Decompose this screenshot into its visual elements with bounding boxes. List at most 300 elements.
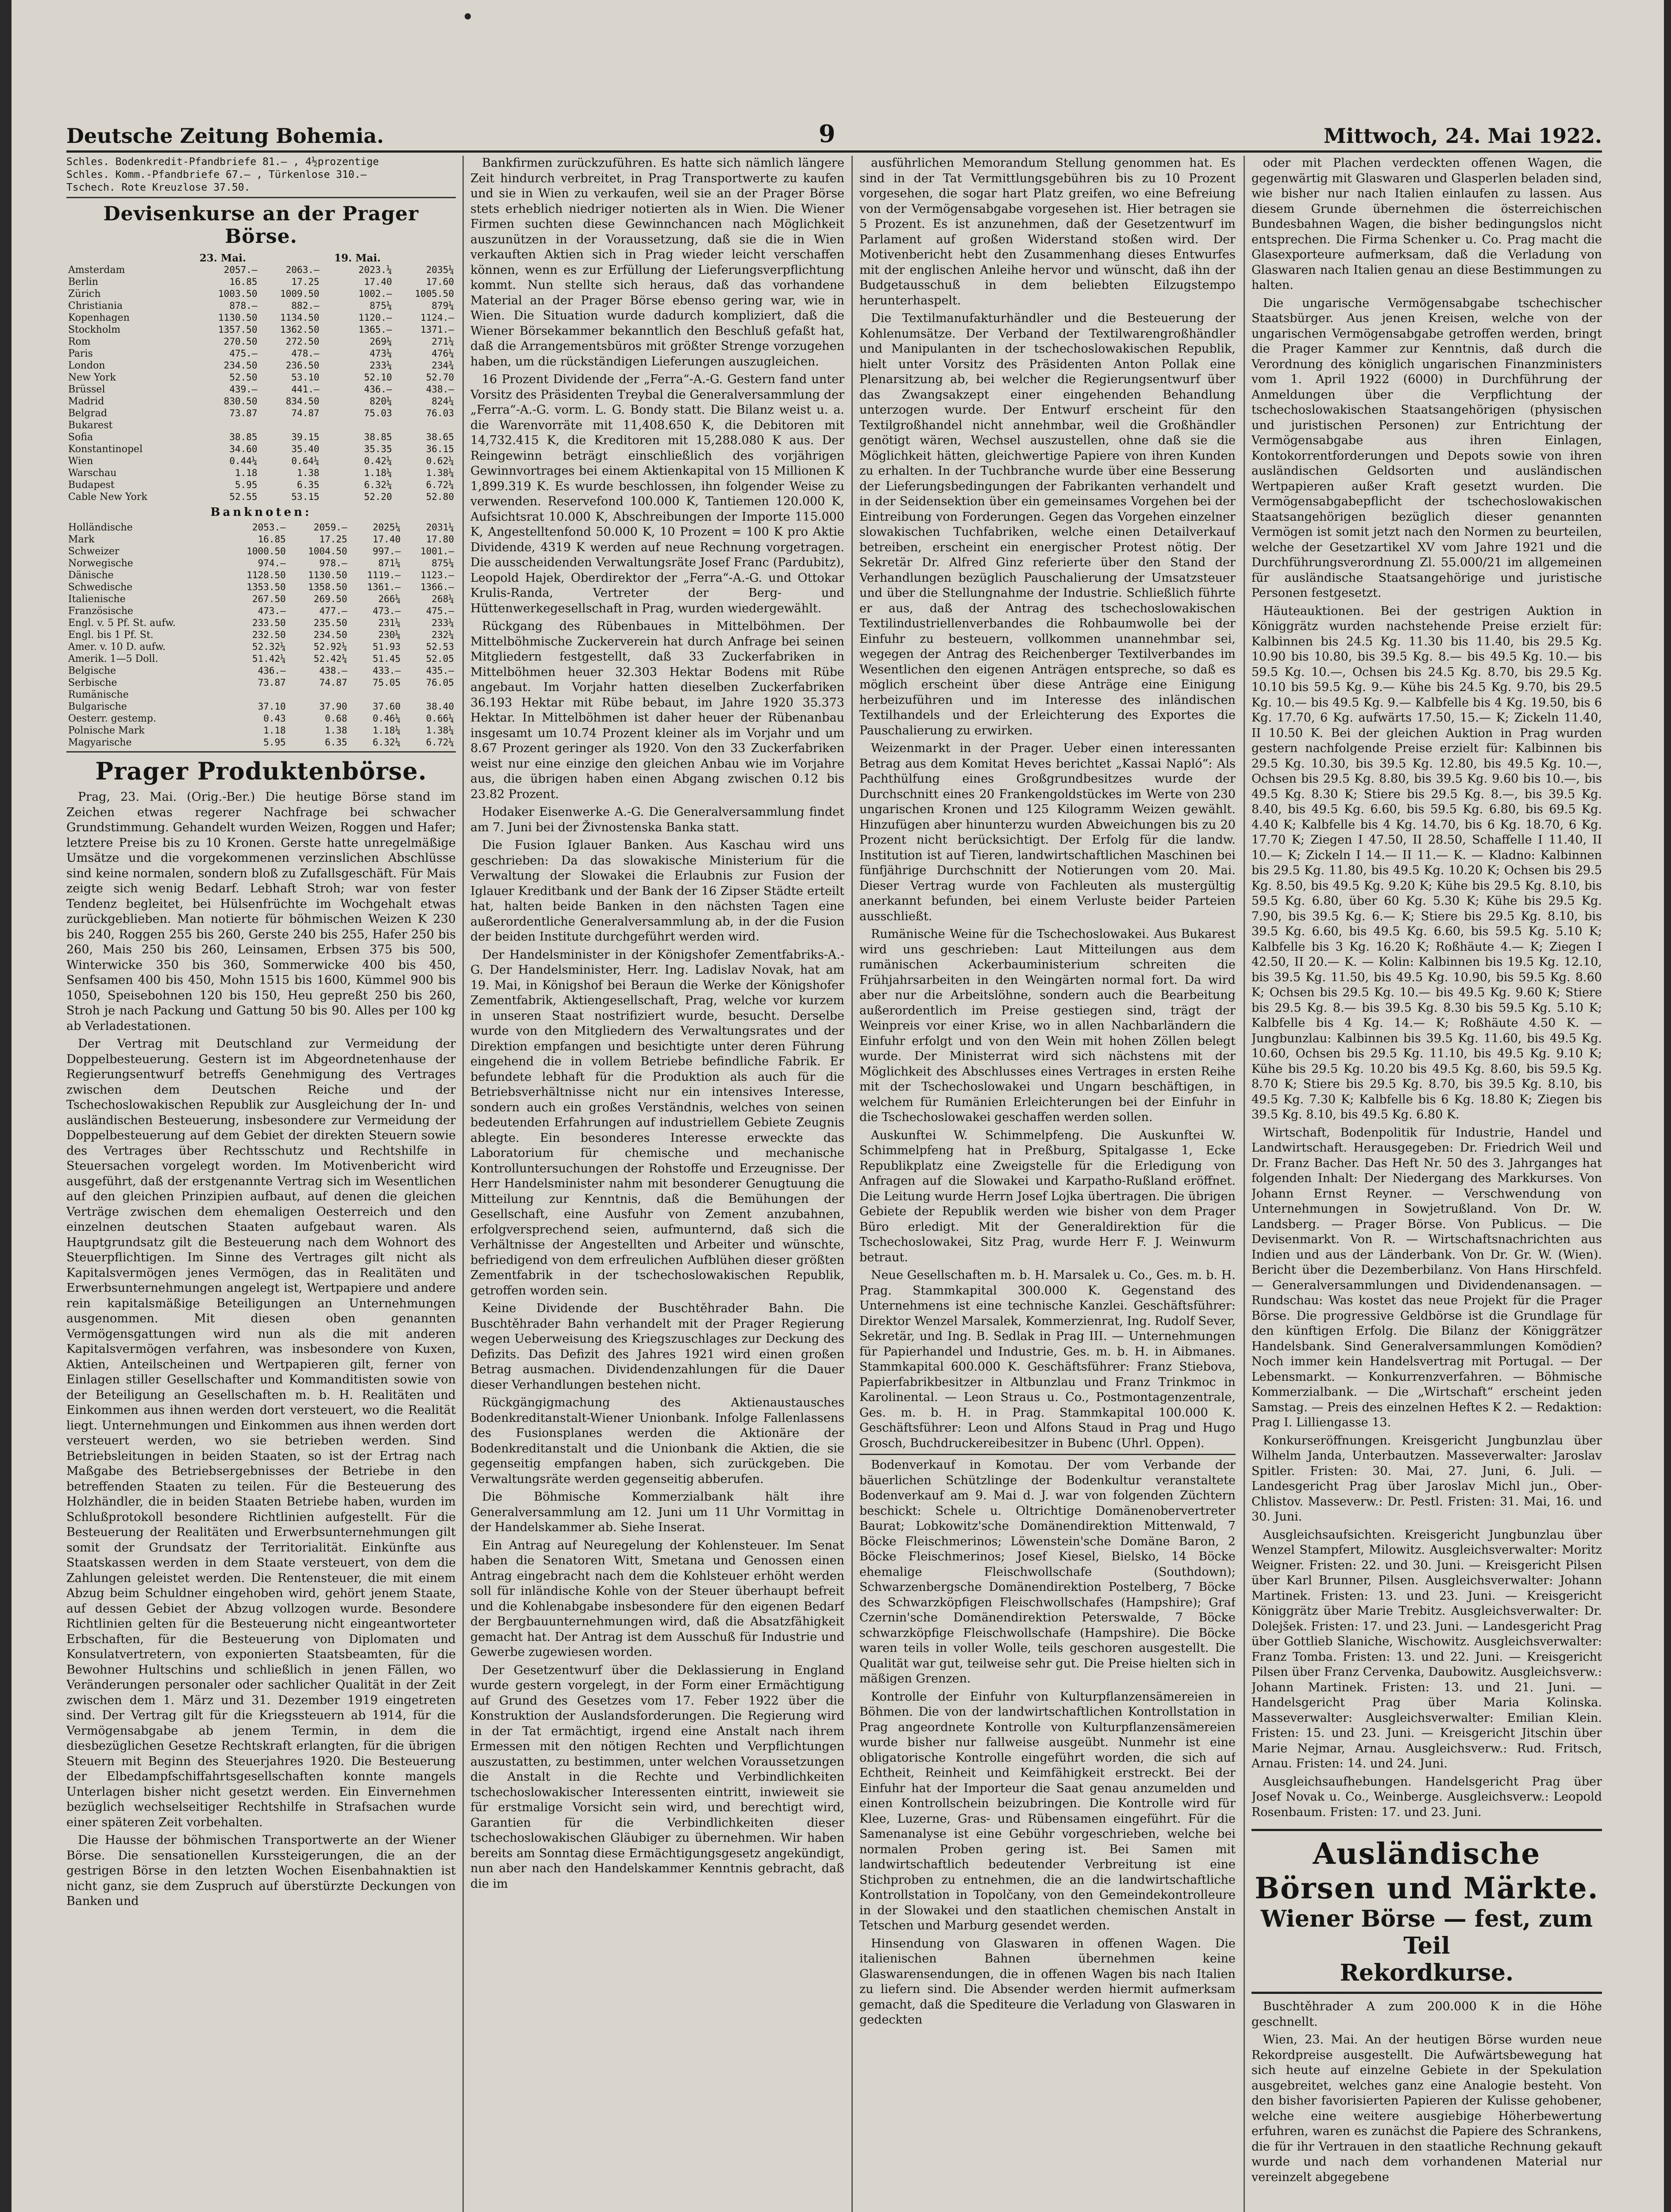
rate-value: 17.80 — [426, 534, 454, 545]
article-paragraph: Rumänische Weine für die Tschechoslowakei. Aus Bukarest wird uns geschrieben: Laut Mitteilungen aus dem rumänischen Ackerbauministerium schreiten die Frühjahrsarbeiten in den Weingärten normal fort. Da wird aber nur die Arbeitslöhne, sondern auch die Bearbeitung außerordentlich im Preise gestiegen sind, trägt der Weinpreis vor einer Krise, wo in allen Nachbarländern die Einfuhr erfolgt und von den Wein mit hohen Zöllen belegt wurde. Der Ministerrat wird sich nächstens mit der Möglichkeit des Abschlusses eines Vertrages in ersten Reihe mit der Tschechoslowakei und Ungarn beschäftigen, in welchem für Rumänien Erleichterungen bei der Einfuhr in die Tschechoslowakei geschaffen werden sollen. — [859, 927, 1236, 1124]
rate-value: 52.55 — [229, 492, 258, 502]
rate-value: 52.20 — [364, 492, 392, 502]
currency-name: Brüssel — [68, 384, 105, 395]
rate-value: 233.50 — [252, 618, 286, 628]
rate-value: 1130.50 — [218, 312, 258, 323]
rate-value: 51.45 — [373, 653, 401, 664]
rate-value: 1365.— — [358, 324, 392, 335]
rate-value: 1.38¼ — [426, 725, 454, 736]
rate-value: 878.— — [229, 300, 258, 311]
rate-value: 1001.— — [420, 546, 454, 557]
article-paragraph: Buschtěhrader A zum 200.000 K in die Höhe geschnellt. — [1251, 2000, 1602, 2029]
column-rule — [1244, 156, 1245, 2212]
rate-value: 1130.50 — [308, 570, 347, 580]
rate-value: 37.90 — [319, 701, 347, 712]
rate-row — [66, 264, 456, 276]
rate-value: 235.50 — [313, 618, 347, 628]
rate-row — [66, 324, 456, 336]
rate-value: 75.05 — [373, 677, 401, 688]
rate-row — [66, 396, 456, 407]
currency-name: Französische — [68, 606, 134, 617]
rate-value: 1.18 — [235, 468, 258, 478]
article-paragraph: Hinsendung von Glaswaren in offenen Wagen. Die italienischen Bahnen übernehmen keine Glaswarensendungen, die in offenen Wagen bis nach Italien zu liefern sind. Die Absender werden hiermit aufmerksam gemacht, daß die Spediteure die Verladung von Glaswaren in gedeckten — [859, 1936, 1236, 2027]
divider — [66, 751, 456, 753]
rate-value: 39.15 — [291, 432, 320, 442]
rate-row — [66, 336, 456, 348]
banknoten-table — [66, 522, 456, 749]
rate-value: 439.— — [229, 384, 258, 395]
rate-value: 1371.— — [420, 324, 454, 335]
rate-row — [66, 677, 456, 689]
currency-name: Holländische — [68, 522, 133, 533]
currency-name: Belgische — [68, 665, 116, 676]
rate-value: 438.— — [426, 384, 454, 395]
rate-value: 871¼ — [378, 558, 401, 568]
rate-value: 53.15 — [291, 492, 320, 502]
col4-articles-after — [1251, 1999, 1602, 2185]
rate-value: 1009.50 — [280, 288, 320, 299]
rate-value: 1.38 — [325, 725, 347, 736]
rate-row — [66, 653, 456, 665]
rate-value: 1.18 — [263, 725, 286, 736]
rate-value: 0.64¼ — [291, 456, 320, 466]
rate-value: 2035¼ — [426, 265, 454, 275]
rate-value: 52.70 — [426, 372, 454, 383]
rate-value: 269¼ — [370, 336, 392, 347]
article-paragraph: Häuteauktionen. Bei der gestrigen Auktion in Königgrätz wurden nachstehende Preise erzielt für: Kalbinnen bis 24.5 Kg. 11.30 bis 11.40, bis 29.5 Kg. 10.90 bis 10.80, bis 39.5 Kg. 8.— bis 49.5 Kg. 10.— bis 59.5 Kg. 10.—, Ochsen bis 24.5 Kg. 8.70, bis 29.5 Kg. 10.10 bis 59.5 Kg. 9.— Kühe bis 24.5 Kg. 9.70, bis 29.5 Kg. 10.— bis 49.5 Kg. 9.— Kalbfelle bis 4 Kg. 19.50, bis 6 Kg. 17.70, 6 Kg. aufwärts 17.50, 15.— K; Zickeln 11.40, II 10.50 K. Bei der gleichen Auktion in Prag wurden gestern nachfolgende Preise erzielt für: Kalbinnen bis 29.5 Kg. 10.30, bis 39.5 Kg. 12.80, bis 49.5 Kg. 10.—, Ochsen bis 29.5 Kg. 8.80, bis 39.5 Kg. 9.60 bis 10.—, bis 49.5 Kg. 8.30 K; Stiere bis 29.5 Kg. 8.—, bis 39.5 Kg. 8.40, bis 49.5 Kg. 6.60, bis 59.5 Kg. 6.80, bis 69.5 Kg. 4.40 K; Kalbfelle bis 4 Kg. 14.70, bis 6 Kg. 18.70, 6 Kg. 17.70 K; Ziegen I 47.50, II 28.50, Schaffelle I 11.40, II 10.— K; Zickeln I 14.— II 11.— K. — Kladno: Kalbinnen bis 29.5 Kg. 11.80, bis 49.5 Kg. 10.20 K; Ochsen bis 29.5 Kg. 8.50, bis 49.5 Kg. 9.20 K; Kühe bis 29.5 Kg. 8.10, bis 59.5 Kg. 6.80, über 60 Kg. 5.30 K; Kühe bis 29.5 Kg. 7.90, bis 39.5 Kg. 6.— K; Stiere bis 29.5 Kg. 8.10, bis 39.5 Kg. 6.60, bis 49.5 Kg. 6.60, bis 59.5 Kg. 5.10 K; Kalbfelle bis 3 Kg. 16.20 K; Roßhäute 4.— K; Ziegen I 42.50, II 20.— K. — Kolin: Kalbinnen bis 19.5 Kg. 12.10, bis 39.5 Kg. 11.50, bis 49.5 Kg. 10.90, bis 59.5 Kg. 8.60 K; Ochsen bis 29.5 Kg. 10.— bis 49.5 Kg. 9.60 K; Stiere bis 29.5 Kg. 8.— bis 39.5 Kg. 8.30 bis 59.5 Kg. 5.10 K; Kalbfelle bis 4 Kg. 14.— K; Roßhäute 4.50 K. — Jungbunzlau: Kalbinnen bis 39.5 Kg. 11.60, bis 49.5 Kg. 10.60, Ochsen bis 29.5 Kg. 11.10, bis 49.5 Kg. 9.10 K; Kühe bis 29.5 Kg. 10.20 bis 49.5 Kg. 8.60, bis 59.5 Kg. 8.70 K; Stiere bis 29.5 Kg. 8.70, bis 39.5 Kg. 8.10, bis 49.5 Kg. 7.30 K; Kalbfelle bis 6 Kg. 18.80 K; Ziegen bis 39.5 Kg. 8.10, bis 49.5 Kg. 6.80 K. — [1251, 604, 1602, 1121]
column-rule — [462, 156, 464, 2212]
rate-value: 52.50 — [229, 372, 258, 383]
rate-value: 35.40 — [291, 444, 320, 454]
rate-value: 5.95 — [263, 737, 286, 748]
currency-name: Polnische Mark — [68, 725, 145, 736]
rate-value: 73.87 — [258, 677, 286, 688]
rate-value: 475.— — [229, 348, 258, 359]
rate-value: 436.— — [258, 665, 286, 676]
rate-row — [66, 276, 456, 288]
rate-row — [66, 641, 456, 653]
rate-value: 882.— — [291, 300, 320, 311]
rate-value: 978.— — [319, 558, 347, 568]
rate-value: 1357.50 — [218, 324, 258, 335]
rate-value: 73.87 — [229, 408, 258, 419]
rate-value: 6.72¼ — [426, 480, 454, 490]
currency-name: Oesterr. gestemp. — [68, 713, 156, 724]
rate-row — [66, 569, 456, 581]
rate-row — [66, 348, 456, 360]
text-line: Schles. Bodenkredit-Pfandbriefe 81.— , 4½prozentige — [66, 156, 379, 168]
rate-value: 37.60 — [373, 701, 401, 712]
rate-value: 76.05 — [426, 677, 454, 688]
currency-name: Schwedische — [68, 582, 133, 593]
banner-subtitle: Wiener Börse — fest, zum Teil — [1260, 1905, 1593, 1959]
devisen-heading: Devisenkurse an der Prager Börse. — [103, 203, 419, 248]
currency-name: Bulgarische — [68, 701, 127, 712]
rate-row — [66, 300, 456, 312]
currency-name: Berlin — [68, 276, 98, 288]
rate-value: 270.50 — [223, 336, 258, 347]
currency-name: New York — [68, 372, 116, 383]
rate-value: 52.80 — [426, 492, 454, 502]
rate-value — [186, 419, 259, 431]
rate-row — [66, 737, 456, 749]
currency-name: Mark — [68, 534, 95, 545]
column-3 — [859, 156, 1236, 2212]
rate-value: 2025¼ — [373, 522, 401, 533]
devisen-table — [66, 252, 456, 503]
rate-row — [66, 629, 456, 641]
rate-value: 2053.— — [252, 522, 286, 533]
rate-value: 974.— — [258, 558, 286, 568]
rate-value: 0.42¼ — [364, 456, 392, 466]
rate-value: 266¼ — [378, 594, 401, 604]
rate-value: 436.— — [364, 384, 392, 395]
rate-value: 438.— — [319, 665, 347, 676]
rate-value: 2057.— — [223, 265, 258, 275]
article-paragraph: Rückgängigmachung des Aktienaustausches Bodenkreditanstalt-Wiener Unionbank. Infolge Fallenlassens des Fusionsplanes werden die Aktionäre der Bodenkreditanstalt und die Unionbank die Aktien, die sie gegenseitig empfangen haben, sich zurückgeben. Die Verwaltungsräte werden gegenseitig abberufen. — [470, 1396, 844, 1486]
article-paragraph: Die Fusion Iglauer Banken. Aus Kaschau wird uns geschrieben: Da das slowakische Ministerium für die Verwaltung der Slowakei die Erlaubnis zur Fusion der Iglauer Kreditbank und der Bank der 16 Zipser Städte erteilt hat, halten beide Banken in den nächsten Tagen eine außerordentliche Generalversammlung ab, in der die Fusion der beiden Institute durchgeführt werden wird. — [470, 838, 844, 944]
rate-value: 52.53 — [426, 641, 454, 652]
rate-value: 272.50 — [285, 336, 320, 347]
rate-row — [66, 288, 456, 300]
rate-row — [66, 522, 456, 534]
rate-value: 1128.50 — [246, 570, 286, 580]
column-4 — [1251, 156, 1602, 2212]
article-paragraph: Wirtschaft, Bodenpolitik für Industrie, Handel und Landwirtschaft. Herausgegeben: Dr. Friedrich Weil und Dr. Franz Bacher. Das Heft Nr. 50 des 3. Jahrganges hat folgenden Inhalt: Der Niedergang des Markkurses. Von Johann Ernst Reyner. — Verschwendung von Unternehmungen in Sowjetrußland. Von Dr. W. Landsberg. — Prager Börse. Von Publicus. — Die Devisenmarkt. Von R. — Wirtschaftsnachrichten aus Indien und aus der Länderbank. Von Dr. Gr. W. (Wien). Bericht über die Dezemberbilanz. Von Hans Hirschfeld. — Generalversammlungen und Dividendenansagen. — Rundschau: Was kostet das neue Projekt für die Prager Börse. Die progressive Geldbörse ist die Grundlage für den künftigen Erfolg. Die Bilanz der Königgrätzer Handelsbank. Sind Generalversammlungen Komödien? Noch immer kein Handelsvertrag mit Portugal. — Der Lebensmarkt. — Konkurrenzverfahren. — Böhmische Kommerzialbank. — Die „Wirtschaft“ erscheint jeden Samstag. — Preis des einzelnen Heftes K 2. — Redaktion: Prag I. Lilliengasse 13. — [1251, 1125, 1602, 1429]
rate-value: 269.50 — [313, 594, 347, 604]
rate-row — [66, 701, 456, 713]
column-1 — [66, 156, 456, 2212]
currency-name: London — [68, 360, 105, 371]
rate-value: 230¼ — [378, 630, 401, 640]
currency-name: Warschau — [68, 468, 117, 479]
rate-value: 52.10 — [364, 372, 392, 383]
rate-value: 478.— — [291, 348, 320, 359]
article-paragraph: Die ungarische Vermögensabgabe tschechischer Staatsbürger. Aus jenen Kreisen, welche von der ungarischen Vermögensabgabe getroffen werden, bringt die Prager Kammer zur Kenntnis, daß durch die Verordnung des königlich ungarischen Finanzministers vom 1. April 1922 (6000) in Durchführung der Anmeldungen über die Verpflichtung der tschechoslowakischen Staatsangehörigen (physischen und juristischen Personen) zur Entrichtung der Vermögensabgabe aus ihren Einlagen, Kontokorrentforderungen und Depots sowie von ihren ausländischen Geldsorten und ausländischen Wertpapieren außer Kraft gesetzt wurden. Die Vermögensabgabepflicht der tschechoslowakischen Staatsangehörigen bezüglich dieser genannten Vermögen ist somit jetzt nach den Normen zu beurteilen, welche der Gesetzartikel XV vom Jahre 1921 und die Durchführungsverordnung Zl. 55.000/21 im allgemeinen für ausländische Staatsangehörige und juristische Personen festgesetzt. — [1251, 296, 1602, 600]
article-paragraph: Prag, 23. Mai. (Orig.-Ber.) Die heutige Börse stand im Zeichen etwas regerer Nachfrage bei schwacher Grundstimmung. Gehandelt wurden Weizen, Roggen und Hafer; letztere Preise bis zu 10 Kronen. Gerste hatte unregelmäßige Umsätze und die vorgekommenen verzinslichen Abschlüsse sind keine normalen, sondern bloß zu Zufallsgeschäft. Für Mais zeigte sich wenig Bedarf. Lebhaft Stroh; war von fester Tendenz begleitet, bei Hülsenfrüchte im Wochgehalt etwas zurückgeblieben. Man notierte für böhmischen Weizen K 230 bis 240, Roggen 255 bis 260, Gerste 240 bis 255, Hafer 250 bis 260, Mais 250 bis 260, Leinsamen, Erbsen 375 bis 500, Winterwicke 350 bis 360, Sommerwicke 400 bis 450, Senfsamen 400 bis 450, Mohn 1515 bis 1600, Kümmel 900 bis 1050, Speisebohnen 120 bis 150, Heu gepreßt 250 bis 260, Stroh je nach Packung und Gattung 50 bis 90. Alles per 100 kg ab Verladestationen. — [66, 790, 456, 1033]
article-paragraph: Der Handelsminister in der Königshofer Zementfabriks-A.-G. Der Handelsminister, Herr. Ing. Ladislav Novak, hat am 19. Mai, in Königshof bei Beraun die Werke der Königshofer Zementfabrik, Aktiengesellschaft, Prag, welche vor kurzem in unseren Staat nostrifiziert wurde, besucht. Derselbe wurde von den Mitgliedern des Verwaltungsrates und der Direktion empfangen und besichtigte unter deren Führung eingehend die in vollem Betriebe befindliche Fabrik. Er befundete lebhaft für die Produktion als auch für die Betriebsverhältnisse nicht nur ein intensives Interesse, sondern auch ein großes Verständnis, welches von seinen bedeutenden Erfahrungen auf industriellem Gebiete Zeugnis ablegte. Ein besonderes Interesse erweckte das Laboratorium für chemische und mechanische Kontrolluntersuchungen der Rohstoffe und Erzeugnisse. Der Herr Handelsminister nahm mit besonderer Genugtuung die Mitteilung zur Kenntnis, daß die Bemühungen der Gesellschaft, eine Ausfuhr von Zement anzubahnen, erfolgversprechend seien, aufmunternd, daß sich die Verhältnisse der Angestellten und Arbeiter und wünschte, befriedigend von dem erfreulichen Aufblühen dieser größten Zementfabrik in der tschechoslowakischen Republik, getroffen worden sein. — [470, 948, 844, 1298]
article-paragraph: Rückgang des Rübenbaues in Mittelböhmen. Der Mittelböhmische Zuckerverein hat durch Anfrage bei seinen Mitgliedern festgestellt, daß 33 Zuckerfabriken in Mittelböhmen heuer 32.303 Hektar Bodens mit Rübe angebaut. Im Vorjahr hatten dieselben Zuckerfabriken 36.193 Hektar mit Rübe bebaut, im Jahre 1920 35.373 Hektar. In Mittelböhmen ist daher heuer der Rübenanbau insgesamt um 10.74 Prozent kleiner als im Vorjahr und um 8.67 Prozent geringer als 1920. Von den 33 Zuckerfabriken weist nur eine einzige den gleichen Anbau wie im Vorjahre aus, die übrigen haben einen Abgang zwischen 0.12 bis 23.82 Prozent. — [470, 619, 844, 801]
currency-name: Magyarische — [68, 737, 132, 748]
text-line: Schles. Komm.-Pfandbriefe 67.— , Türkenlose 310.— — [66, 169, 367, 180]
newspaper-name: Deutsche Zeitung Bohemia. — [66, 124, 384, 148]
article-paragraph: Keine Dividende der Buschtěhrader Bahn. Die Buschtěhrader Bahn verhandelt mit der Prager Regierung wegen Ueberweisung des Kriegszuschlages zur Deckung des Defizits. Das Defizit des Jahres 1921 wird einen großen Betrag ausmachen. Dividendenzahlungen für die Dauer dieser Verhandlungen bestehen nicht. — [470, 1302, 844, 1392]
article-paragraph: Auskunftei W. Schimmelpfeng. Die Auskunftei W. Schimmelpfeng hat in Preßburg, Spitalgasse 1, Ecke Republikplatz eine Zweigstelle für die Erledigung von Anfragen auf die Slowakei und Karpatho-Rußland eröffnet. Die Leitung wurde Herrn Josef Lojka übertragen. Die übrigen Gebiete der Republik werden wie bisher von dem Prager Büro erledigt. Mit der Generaldirektion für die Tschechoslowakei, Sitz Prag, wurde Herr F. J. Weinwurm betraut. — [859, 1128, 1236, 1264]
currency-name: Dänische — [68, 570, 114, 581]
currency-name: Cable New York — [68, 492, 147, 503]
rate-value: 51.42¼ — [252, 653, 286, 664]
rate-value: 2059.— — [313, 522, 347, 533]
rate-value: 1.38 — [297, 468, 320, 478]
rate-row — [66, 665, 456, 677]
rate-row — [66, 605, 456, 617]
rate-value: 875¼ — [370, 300, 392, 311]
article-paragraph: Die Textilmanufakturhändler und die Besteuerung der Kohlenumsätze. Der Verband der Textilwarengroßhändler und Manipulanten in der tschechoslowakischen Republik, hielt unter Vorsitz des Präsidenten Anton Pollak eine Plenarsitzung ab, bei welcher die Regierungsentwurf über das Zwangsakzept einer eingehenden Behandlung unterzogen wurde. Der Entwurf erscheint für den Textilgroßhandel nicht annehmbar, weil die Großhändler genötigt wären, Wechsel auszustellen, ohne daß sie die Möglichkeit hätten, gleichwertige Papiere von ihren Kunden zu erhalten. In der Tuchbranche wurde über eine Besserung der Lieferungsbedingungen der Fabrikanten verhandelt und in der Seidensektion über ein gemeinsames Vorgehen bei der Eintreibung von Forderungen. Gegen das Vorgehen einzelner slowakischen Tuchfabriken, welche einen Detailverkauf betreiben, erscheint ein energischer Protest nötig. Der Sekretär Dr. Alfred Ginz referierte über den Stand der Verhandlungen bezüglich Pauschalierung der Umsatzsteuer und über die Stellungnahme der Industrie. Schließlich führte er aus, daß der Antrag des tschechoslowakischen Textilindustriellenverbandes die Rohbaumwolle bei der Einfuhr zu besteuern, vollkommen unannehmbar sei, wegegen der Antrag des Reichenberger Textilverbandes im Wesentlichen den eigenen Anträgen entspreche, so daß es möglich erscheint über diese Anträge eine Einigung herbeizuführen und im Interesse des inländischen Textilhandels und der Erleichterung des Exportes die Pauschalierung zu erwirken. — [859, 311, 1236, 737]
rate-value: 0.46¼ — [373, 713, 401, 724]
article-paragraph: Ausgleichsaufhebungen. Handelsgericht Prag über Josef Novak u. Co., Weinberge. Ausgleichsverw.: Leopold Rosenbaum. Fristen: 17. und 23. Juni. — [1251, 1774, 1602, 1819]
scan-edge-right — [1664, 0, 1671, 2212]
article-paragraph: Konkurseröffnungen. Kreisgericht Jungbunzlau über Wilhelm Janda, Unterbautzen. Masseverwalter: Jaroslav Spitler. Fristen: 30. Mai, 27. Juni, 6. Juli. — Landesgericht Prag über Jaroslav Michl jun., Ober-Chlistov. Masseverw.: Dr. Pestl. Fristen: 31. Mai, 16. und 30. Juni. — [1251, 1433, 1602, 1524]
rate-value: 1119.— — [367, 570, 401, 580]
page-masthead — [66, 119, 1602, 155]
rate-value: 231¼ — [378, 618, 401, 628]
article-paragraph: Kontrolle der Einfuhr von Kulturpflanzensämereien in Böhmen. Die von der landwirtschaftlichen Kontrollstation in Prag angeordnete Kontrolle von Kulturpflanzensämereien wurde bisher nur fallweise ausgeübt. Nunmehr ist eine obligatorische Kontrolle eingeführt worden, die sich auf Echtheit, Reinheit und Keimfähigkeit erstreckt. Bei der Einfuhr hat der Importeur die Saat genau anzumelden und einen Kontrollschein beizubringen. Die Kontrolle wird für Klee, Luzerne, Gras- und Rübensamen eingeführt. Für die Samenanalyse ist eine Gebühr vorgeschrieben, welche bei normalen Proben gering ist. Bei Samen mit landwirtschaftlich bedeutender Verbreitung ist eine Stichproben zu entnehmen, die an die landwirtschaftliche Kontrollstation in Topolčany, von den Gemeindekontrolleure in der Slowakei und den staatlichen chemischen Anstalt in Tetschen und Marburg gesendet werden. — [859, 1690, 1236, 1932]
rate-value: 52.05 — [426, 653, 454, 664]
rate-value: 38.65 — [426, 432, 454, 442]
rate-value: 17.25 — [319, 534, 347, 545]
rate-value: 473¼ — [370, 348, 392, 359]
rate-value: 1124.— — [420, 312, 454, 323]
currency-name: Stockholm — [68, 324, 121, 335]
rate-value: 0.44¼ — [229, 456, 258, 466]
article-paragraph: Neue Gesellschaften m. b. H. Marsalek u. Co., Ges. m. b. H. Prag. Stammkapital 300.000 K. Gegenstand des Unternehmens ist eine technische Kanzlei. Geschäftsführer: Direktor Wenzel Marsalek, Kommerzienrat, Ing. Rudolf Sever, Sekretär, und Ing. B. Sedlak in Prag III. — Unternehmungen für Papierhandel und Industrie, Ges. m. b. H. in Aibmanes. Stammkapital 600.000 K. Geschäftsführer: Franz Stiebova, Papierfabrikbesitzer in Altbunzlau und Franz Trinkmoc in Karolinental. — Leon Straus u. Co., Postmontagenzentrale, Ges. m. b. H. in Prag. Stammkapital 100.000 K. Geschäftsführer: Leon und Alfons Staud in Prag und Hugo Grosch, Buchdruckereibesitzer in Bubenc (Uhrl. Oppen). — [859, 1268, 1236, 1450]
article-paragraph: Ausgleichsaufsichten. Kreisgericht Jungbunzlau über Wenzel Stampfert, Milowitz. Ausgleichsverwalter: Moritz Weigner. Fristen: 22. und 30. Juni. — Kreisgericht Pilsen über Karl Brunner, Pilsen. Ausgleichsverwalter: Johann Martinek. Fristen: 13. und 23. Juni. — Kreisgericht Königgrätz über Marie Trebitz. Ausgleichsverwalter: Dr. Dolejšek. Fristen: 17. und 23. Juni. — Landesgericht Prag über Gottlieb Slaniche, Wischowitz. Ausgleichsverwalter: Franz Tomba. Fristen: 13. und 22. Juni. — Kreisgericht Pilsen über Franz Cervenka, Daubowitz. Ausgleichsverw.: Johann Martinek. Fristen: 13. und 21. Juni. — Handelsgericht Prag über Maria Kolinska. Masseverwalter: Ausgleichsverwalter: Emilian Klein. Fristen: 15. und 23. Juni. — Kreisgericht Jitschin über Marie Nejmar, Arnau. Ausgleichsverw.: Rud. Fritsch, Arnau. Fristen: 14. und 24. Juni. — [1251, 1528, 1602, 1770]
currency-name: Amsterdam — [68, 265, 125, 276]
rate-value: 834.50 — [285, 396, 320, 407]
rate-value: 1.18¼ — [373, 725, 401, 736]
rate-row — [66, 384, 456, 396]
rate-value: 52.32¼ — [252, 641, 286, 652]
rate-row — [66, 581, 456, 593]
rate-row — [66, 557, 456, 569]
article-paragraph: Ein Antrag auf Neuregelung der Kohlensteuer. Im Senat haben die Senatoren Witt, Smetana und Genossen einen Antrag eingebracht nach dem die Kohlsteuer erhöht werden soll für inländische Kohle von der Steuer überhaupt befreit und die Kohlenabgabe insbesondere für den eigenen Bedarf der Bergbauunternehmungen wird, daß die Absatzfähigkeit gemacht hat. Der Antrag ist dem Ausschuß für Industrie und Gewerbe zugewiesen worden. — [470, 1538, 844, 1659]
rate-value: 1366.— — [420, 582, 454, 592]
rate-value: 820¼ — [370, 396, 392, 407]
rate-value: 233¼ — [431, 618, 454, 628]
currency-name: Italienische — [68, 594, 126, 605]
currency-name: Budapest — [68, 480, 115, 491]
article-paragraph: 16 Prozent Dividende der „Ferra“-A.-G. Gestern fand unter Vorsitz des Präsidenten Treybal die Generalversammlung der „Ferra“-A.-G. vorm. L. G. Bondy statt. Die Bilanz weist u. a. die Warenvorräte mit 11,408.650 K, die Debitoren mit 14,732.415 K, die Kreditoren mit 15,288.080 K aus. Der Reingewinn beträgt einschließlich des vorjährigen Gewinnvortrages bei einem Aktienkapital von 15 Millionen K 1,899.319 K. Es wurde beschlossen, ihn folgender Weise zu verwenden. Reservefond 100.000 K, Tantiemen 120.000 K, Aufsichtsrat 10.000 K, Abschreibungen der Importe 115.000 K, Angestelltenfond 50.000 K, 10 Prozent = 100 K pro Aktie Dividende, 4319 K werden auf neue Rechnung vorgetragen. Die ausscheidenden Verwaltungsräte Josef Franc (Pardubitz), Leopold Hajek, Oberdirektor der „Ferra“-A.-G. und Ottokar Krulis-Randa, Vertreter der Berg- und Hüttenwerkegesellschaft in Prag, wurden wiedergewählt. — [470, 373, 844, 615]
currency-name: Kopenhagen — [68, 312, 130, 323]
rate-row — [66, 545, 456, 557]
rate-value: 53.10 — [291, 372, 320, 383]
col3-articles — [859, 156, 1236, 1451]
currency-name: Christiania — [68, 300, 123, 311]
column-rule — [851, 156, 853, 2212]
rate-value: 234.50 — [313, 630, 347, 640]
rate-value: 38.85 — [364, 432, 392, 442]
rate-value: 2031¼ — [426, 522, 454, 533]
rate-value: 271¼ — [431, 336, 454, 347]
rate-value — [394, 419, 456, 431]
rate-value: 38.85 — [229, 432, 258, 442]
rate-value: 830.50 — [223, 396, 258, 407]
rate-value: 232.50 — [252, 630, 286, 640]
currency-name: Paris — [68, 348, 93, 359]
rate-value: 473.— — [373, 606, 401, 616]
currency-name: Rumänische — [68, 689, 129, 700]
currency-name: Zürich — [68, 288, 101, 300]
rate-value: 477.— — [319, 606, 347, 616]
divider — [859, 1454, 1236, 1455]
rate-row — [66, 431, 456, 443]
rate-value: 16.85 — [229, 276, 258, 287]
rate-value: 16.85 — [258, 534, 286, 545]
rate-value — [259, 419, 321, 431]
rate-row — [66, 689, 456, 701]
rate-value: 75.03 — [364, 408, 392, 419]
column-header: 19. Mai. — [334, 252, 381, 264]
rate-value: 476¼ — [431, 348, 454, 359]
article-paragraph: Weizenmarkt in der Prager. Ueber einen interessanten Betrag aus dem Komitat Heves berichtet „Kassai Napló“: Als Pachthülfung eines Großgrundbesitzes wurde der Durchschnitt eines 20 Frankengoldstückes im Werte von 230 ungarischen Kronen und 125 Kilogramm Weizen gewählt. Hinzufügen aber hinunterzu wurden Abweichungen bis zu 20 Prozent nicht berücksichtigt. Der Erfolg für die landw. Institution ist auf Tieren, landwirtschaftlichen Maschinen bei fünfjährige Durchschnitt der Notierungen vom 20. Mai. Dieser Vertrag wurde von Fachleuten als mustergültig anerkannt befunden, bei einem Verluste beider Parteien ausschließt. — [859, 741, 1236, 923]
rate-value: 824¼ — [431, 396, 454, 407]
rate-row — [66, 617, 456, 629]
currency-name: Bukarest — [68, 420, 113, 431]
rate-value: 234.50 — [223, 360, 258, 371]
rate-value: 17.25 — [291, 276, 320, 287]
article-paragraph: Bodenverkauf in Komotau. Der vom Verbande der bäuerlichen Schützlinge der Bodenkultur veranstaltete Bodenverkauf am 9. Mai d. J. war von folgenden Züchtern beschickt: Schele u. Oltrichtige Domänenobervertreter Baurat; Lobkowitz'sche Domänendirektion Mittenwald, 7 Böcke Fleischmerinos; Löwenstein'sche Domäne Baron, 2 Böcke Fleischmerinos; Josef Kiesel, Bielsko, 14 Böcke ehemalige Fleischwollschafe (Southdown); Schwarzenbergsche Domänendirektion Postelberg, 7 Böcke des Schwarzköpfigen Fleischwollschafes (Hampshire); Graf Czernin'sche Domänendirektion Peterswalde, 7 Böcke schwarzköpfige Fleischwollschafe (Hampshire). Die Böcke waren teils in voller Wolle, teils geschoren ausgestellt. Die Qualität war gut, teilweise sehr gut. Die Preise hielten sich in mäßigen Grenzen. — [859, 1458, 1236, 1686]
rate-value: 234¾ — [431, 360, 454, 371]
rate-value: 0.66¼ — [426, 713, 454, 724]
rate-value: 1134.50 — [280, 312, 320, 323]
column-header: 23. Mai. — [199, 252, 246, 264]
rate-row — [66, 593, 456, 605]
rate-value: 1002.— — [358, 288, 392, 299]
rate-value: 1004.50 — [308, 546, 347, 557]
article-paragraph: Die Hausse der böhmischen Transportwerte an der Wiener Börse. Die sensationellen Kurssteigerungen, die an der gestrigen Börse in den letzten Wochen Eisenbahnaktien ist nicht ganz, sie dem Zuspruch auf überstürzte Deckungen von Banken und — [66, 1833, 456, 1908]
article-paragraph: Wien, 23. Mai. An der heutigen Börse wurden neue Rekordpreise ausgestellt. Die Aufwärtsbewegung hat sich heute auf einzelne Gebiete in der Spekulation ausgebreitet, welches ganz eine Analogie besteht. Von den bisher favorisierten Papieren der Kulisse gehobener, welche eine weitere ausgiebige Höherbewertung erfuhren, waren es zunächst die Papiere des Schrankens, die für ihr Vertrauen in den staatliche Rechnung gekauft wurde und nach dem vorhandenen Material nur vereinzelt abgegebene — [1251, 2033, 1602, 2184]
foreign-markets-banner — [1251, 1829, 1602, 1994]
article-paragraph: Der Vertrag mit Deutschland zur Vermeidung der Doppelbesteuerung. Gestern ist im Abgeordnetenhause der Regierungsentwurf betreffs Genehmigung des Vertrages zwischen dem Deutschen Reiche und der Tschechoslowakischen Republik zur Ausgleichung der In- und ausländischen Besteuerung, insbesondere zur Vermeidung der Doppelbesteuerung auf dem Gebiet der direkten Steuern sowie des Vertrages über Rechtsschutz und Rechtshilfe in Steuersachen vorgelegt worden. Im Motivenbericht wird ausgeführt, daß der erstgenannte Vertrag sich im Wesentlichen auf den gleichen Prinzipien aufbaut, auf denen die gleichen Verträge zwischen dem ehemaligen Oesterreich und den einzelnen deutschen Staaten aufgebaut waren. Als Hauptgrundsatz gilt die Besteuerung nach dem Wohnort des Steuerpflichtigen. Im Sinne des Vertrages gilt nicht als Kapitalsvermögen jenes Vermögen, das in Realitäten und Erwerbsunternehmungen angelegt ist, Wertpapiere und andere rein kapitalsmäßige Beteiligungen an Unternehmungen ausgenommen. Mit diesen oben genannten Vermögensgattungen wird nun als die mit anderen Kapitalsvermögen verfahren, was insbesondere von Kuxen, Aktien, Anteilscheinen und Wertpapieren gilt, ferner von Einlagen stiller Gesellschafter und Kommanditisten sowie von der Beteiligung an Gesellschaften m. b. H. Realitäten und Einkommen aus ihnen werden dort versteuert, wo die Realität liegt. Unternehmungen und Einkommen aus ihnen werden dort versteuert werden, wo sie betrieben werden. Sind Betriebsleitungen in beiden Staaten, so ist der Ertrag nach Maßgabe des Betriebsergebnisses der Betriebe in den betreffenden Staaten zu teilen. Für die Besteuerung des Holzhändler, die in beiden Staaten Betriebe haben, wurden im Schlußprotokoll besondere Richtlinien aufgestellt. Für die Besteuerung der Realitäten und Erwerbsunternehmungen gilt somit der Grundsatz der Territorialität. Einkünfte aus Staatskassen werden in dem Staate versteuert, von dem die Zahlungen geleistet werden. Die Rentensteuer, die mit einem Abzug beim Schuldner eingehoben wird, gehört jenem Staate, auf dessen Gebiet der Abzug vollzogen wurde. Besondere Richtlinien gelten für die Besteuerung nicht eingeantworteter Erbschaften, für die Besteuerung von Diplomaten und Konsulatvertretern, von exponierten Staatsbeamten, für die Bewohner Hultschins und schließlich in jenen Fällen, wo Veränderungen personaler oder sachlicher Qualität in der Zeit zwischen dem 1. März und 31. Dezember 1919 eingetreten sind. Der Vertrag gilt für die Kriegssteuern ab 1914, für die Vermögensabgabe ab jenem Termin, in dem die diesbezüglichen Gesetze Rechtskraft erlangten, für die übrigen Steuern mit Beginn des Steuerjahres 1920. Die Besteuerung der Elbedampfschiffahrtsgesellschaften konnte mangels Unterlagen bisher nicht gesetzt werden. Ein Einvernehmen bezüglich wechselseitiger Rechtshilfe in Strafsachen wurde einer späteren Zeit vorbehalten. — [66, 1037, 456, 1829]
col1-articles — [66, 790, 456, 1909]
scan-edge-left — [0, 0, 12, 2212]
rate-value: 5.95 — [235, 480, 258, 490]
rate-value: 6.35 — [325, 737, 347, 748]
rate-value: 0.43 — [263, 713, 286, 724]
rate-value: 36.15 — [426, 444, 454, 454]
divider — [66, 197, 456, 198]
currency-name: Schweizer — [68, 546, 119, 557]
rate-value: 1362.50 — [280, 324, 320, 335]
rate-value: 441.— — [291, 384, 320, 395]
rate-value: 475.— — [426, 606, 454, 616]
rate-value: 34.60 — [229, 444, 258, 454]
column-2 — [470, 156, 844, 2212]
rate-row — [66, 725, 456, 737]
rate-value: 2063.— — [285, 265, 320, 275]
currency-name: Sofia — [68, 432, 93, 443]
currency-name: Engl. bis 1 Pf. St. — [68, 630, 154, 641]
rate-value: 875¼ — [431, 558, 454, 568]
rate-value: 1353.50 — [246, 582, 286, 592]
rate-row — [66, 360, 456, 372]
column-header — [394, 252, 456, 264]
rate-value: 473.— — [258, 606, 286, 616]
rate-value — [288, 689, 349, 701]
rate-value — [402, 689, 456, 701]
rate-value: 38.40 — [426, 701, 454, 712]
article-paragraph: Die Böhmische Kommerzialbank hält ihre Generalversammlung am 12. Juni um 11 Uhr Vormittag in der Handelskammer ab. Siehe Inserat. — [470, 1490, 844, 1534]
rate-value: 267.50 — [252, 594, 286, 604]
rate-value: 1123.— — [420, 570, 454, 580]
rate-value: 0.68 — [325, 713, 347, 724]
header-rule — [66, 150, 1602, 153]
rate-value: 433.— — [373, 665, 401, 676]
punch-hole — [465, 13, 471, 19]
rate-row — [66, 713, 456, 725]
col2-articles — [470, 156, 844, 1892]
rate-row — [66, 372, 456, 384]
rate-row — [66, 455, 456, 467]
banner-subtitle-2: Rekordkurse. — [1340, 1959, 1514, 1986]
currency-name: Amer. v. 10 D. aufw. — [68, 641, 166, 653]
rate-value: 74.87 — [319, 677, 347, 688]
currency-name: Konstantinopel — [68, 444, 143, 455]
rate-value: 435.— — [426, 665, 454, 676]
article-paragraph: ausführlichen Memorandum Stellung genommen hat. Es sind in der Tat Vermittlungsgebühren bis zu 10 Prozent vorgesehen, die sogar hart Platz greifen, wo eine Befreiung von der Vermögensabgabe vorgesehen ist. Hier betragen sie 5 Prozent. Es ist anzunehmen, daß der Gesetzentwurf im Parlament auf großen Widerstand stoßen wird. Der Motivenbericht hebt den Zusammenhang dieses Entwurfes mit der englischen Anleihe hervor und wünscht, daß ihn der Budgetausschuß in dem beliebten Eilzugstempo herunterhaspelt. — [859, 156, 1236, 307]
rate-value: 1358.50 — [308, 582, 347, 592]
currency-name: Madrid — [68, 396, 104, 407]
article-paragraph: oder mit Plachen verdeckten offenen Wagen, die gegenwärtig mit Glaswaren und Glasperlen beladen sind, wie bisher nur nach Italien einlaufen zu lassen. Aus diesem Grunde übernehmen die österreichischen Bundesbahnen Wagen, die bisher bedingungslos nicht entsprechen. Die Firma Schenker u. Co. Prag macht die Glasexporteure aufmerksam, daß die Verladung von Glaswaren nach Italien genau an diese Bestimmungen zu halten. — [1251, 156, 1602, 292]
banner-title: Ausländische Börsen und Märkte. — [1255, 1836, 1599, 1905]
rate-row — [66, 419, 456, 431]
currency-name: Norwegische — [68, 558, 133, 569]
rate-row — [66, 443, 456, 455]
article-paragraph: Bankfirmen zurückzuführen. Es hatte sich nämlich längere Zeit hindurch verbreitet, in Prag Transportwerte zu kaufen und sie in Wien zu verkaufen, weil sie an der Prager Börse stets erheblich niedriger notierten als in Wien. Die Wiener Firmen suchten diese Gewinnchancen nach Möglichkeit auszunützen in der Voraussetzung, daß sie die in Wien verkauften Aktien sich in Prag wieder leicht verschaffen können, wenn es zur Erfüllung der Lieferungsverpflichtung kommt. Nun stellte sich heraus, daß das vorhandene Material an der Prager Börse ebenso gering war, wie in Wien. Die Situation wurde dadurch kompliziert, daß die Wiener Börsekammer bekanntlich den Beschluß gefaßt hat, daß die Arrangementsbüros mit größter Strenge vorzugehen haben, um die rückständigen Lieferungen auszugleichen. — [470, 156, 844, 369]
rate-value: 0.62¼ — [426, 456, 454, 466]
rate-value: 17.60 — [426, 276, 454, 287]
rate-value: 233¼ — [370, 360, 392, 371]
rate-value: 1000.50 — [246, 546, 286, 557]
rate-value: 2023.¼ — [358, 265, 392, 275]
rate-row — [66, 407, 456, 419]
rate-value: 1003.50 — [218, 288, 258, 299]
rate-value: 232¼ — [431, 630, 454, 640]
rate-row — [66, 467, 456, 479]
rate-row — [66, 312, 456, 324]
rate-value — [226, 689, 288, 701]
rate-value — [321, 419, 394, 431]
currency-name: Wien — [68, 456, 93, 467]
rate-value: 35.35 — [364, 444, 392, 454]
col3-articles-lower — [859, 1458, 1236, 2028]
rate-value: 37.10 — [258, 701, 286, 712]
rate-row — [66, 491, 456, 503]
rate-value: 1361.— — [367, 582, 401, 592]
article-paragraph: Der Gesetzentwurf über die Deklassierung in England wurde gestern vorgelegt, in der Form einer Ermächtigung auf Grund des Gesetzes vom 17. Feber 1922 über die Konstruktion der Auslandsforderungen. Die Regierung wird in der Tat ermächtigt, irgend eine Anstalt nach ihrem Ermessen mit den nötigen Rechten und Verpflichtungen auszustatten, zu bestimmen, unter welchen Voraussetzungen die Anstalt in die Rechte und Verbindlichkeiten tschechoslowakischer Interessenten eintritt, inwieweit sie für erstmalige Vorsicht sein wird, und berechtigt wird, Garantien für die Verbindlichkeiten dieser tschechoslowakischen Gläubiger zu übernehmen. Wir haben bereits am Sonntag diese Ermächtigungsgesetz angekündigt, nun aber nach den Handelskammer Kenntnis gebracht, daß die im — [470, 1663, 844, 1891]
rate-value: 1120.— — [358, 312, 392, 323]
rate-value: 879¼ — [431, 300, 454, 311]
rate-value: 997.— — [373, 546, 401, 557]
col4-articles — [1251, 156, 1602, 1820]
rate-value: 51.93 — [373, 641, 401, 652]
rate-value: 17.40 — [373, 534, 401, 545]
rate-value: 1005.50 — [415, 288, 454, 299]
text-line: Tschech. Rote Kreuzlose 37.50. — [66, 182, 250, 193]
rate-value — [349, 689, 403, 701]
rate-value: 52.42¼ — [313, 653, 347, 664]
rate-value: 52.92¼ — [313, 641, 347, 652]
banknoten-heading: Banknoten: — [210, 506, 312, 519]
page-number: 9 — [819, 119, 836, 148]
rate-value: 268¼ — [431, 594, 454, 604]
rate-value: 236.50 — [285, 360, 320, 371]
rate-value: 6.32¼ — [373, 737, 401, 748]
rate-row — [66, 534, 456, 545]
rate-row — [66, 479, 456, 491]
bond-lines — [66, 156, 456, 194]
column-header — [66, 252, 186, 264]
rate-value: 6.32¼ — [364, 480, 392, 490]
rate-value: 17.40 — [364, 276, 392, 287]
currency-name: Engl. v. 5 Pf. St. aufw. — [68, 618, 176, 629]
rate-value: 1.18¼ — [364, 468, 392, 478]
produkten-heading: Prager Produktenbörse. — [95, 757, 427, 785]
rate-value: 76.03 — [426, 408, 454, 419]
rate-value: 6.72¼ — [426, 737, 454, 748]
issue-date: Mittwoch, 24. Mai 1922. — [1324, 124, 1602, 148]
currency-name: Belgrad — [68, 408, 108, 419]
